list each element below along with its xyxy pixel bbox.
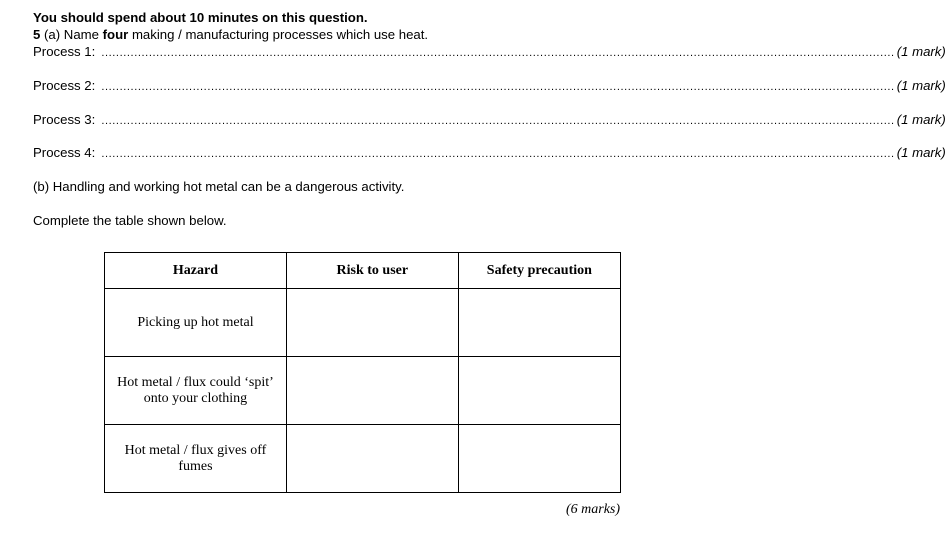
total-marks: (6 marks) bbox=[566, 502, 621, 517]
process-2-line[interactable] bbox=[33, 78, 946, 94]
hazard-cell: Hot metal / flux gives off fumes bbox=[105, 425, 287, 493]
precaution-answer-cell[interactable] bbox=[458, 289, 620, 357]
header-hazard: Hazard bbox=[105, 253, 287, 289]
process-3-line[interactable] bbox=[33, 112, 946, 128]
process-4-mark: (1 mark) bbox=[896, 145, 946, 160]
table-row bbox=[105, 289, 621, 357]
table-row bbox=[105, 425, 621, 493]
question-5a bbox=[33, 27, 428, 43]
risk-answer-cell[interactable] bbox=[286, 425, 458, 493]
answer-dotted-line[interactable]: ......................................................................................................................................................................................................................... bbox=[101, 148, 895, 160]
process-2-mark: (1 mark) bbox=[896, 78, 946, 93]
process-2-label: Process 2: bbox=[33, 78, 96, 93]
hazard-table bbox=[104, 252, 621, 493]
process-3-label: Process 3: bbox=[33, 112, 96, 127]
risk-answer-cell[interactable] bbox=[286, 357, 458, 425]
question-number: 5 bbox=[33, 27, 41, 42]
question-emphasis: four bbox=[102, 27, 129, 42]
time-instruction: You should spend about 10 minutes on this question. bbox=[33, 10, 368, 25]
hazard-cell: Picking up hot metal bbox=[105, 289, 287, 357]
process-1-line[interactable] bbox=[33, 44, 946, 60]
part-b-instruction: Complete the table shown below. bbox=[33, 213, 227, 228]
answer-dotted-line[interactable]: ......................................................................................................................................................................................................................... bbox=[101, 115, 895, 127]
question-text-suffix: making / manufacturing processes which use heat. bbox=[128, 27, 429, 42]
process-4-line[interactable] bbox=[33, 145, 946, 161]
question-text-prefix: (a) Name bbox=[40, 27, 103, 42]
table-header-row bbox=[105, 253, 621, 289]
risk-answer-cell[interactable] bbox=[286, 289, 458, 357]
process-3-mark: (1 mark) bbox=[896, 112, 946, 127]
hazard-cell: Hot metal / flux could ‘spit’ onto your clothing bbox=[105, 357, 287, 425]
process-4-label: Process 4: bbox=[33, 145, 96, 160]
header-risk: Risk to user bbox=[286, 253, 458, 289]
precaution-answer-cell[interactable] bbox=[458, 357, 620, 425]
process-1-mark: (1 mark) bbox=[896, 44, 946, 59]
part-b-statement: (b) Handling and working hot metal can be a dangerous activity. bbox=[33, 179, 405, 194]
process-1-label: Process 1: bbox=[33, 44, 96, 59]
answer-dotted-line[interactable]: ......................................................................................................................................................................................................................... bbox=[101, 47, 895, 59]
precaution-answer-cell[interactable] bbox=[458, 425, 620, 493]
table-row bbox=[105, 357, 621, 425]
header-precaution: Safety precaution bbox=[458, 253, 620, 289]
answer-dotted-line[interactable]: ......................................................................................................................................................................................................................... bbox=[101, 81, 895, 93]
